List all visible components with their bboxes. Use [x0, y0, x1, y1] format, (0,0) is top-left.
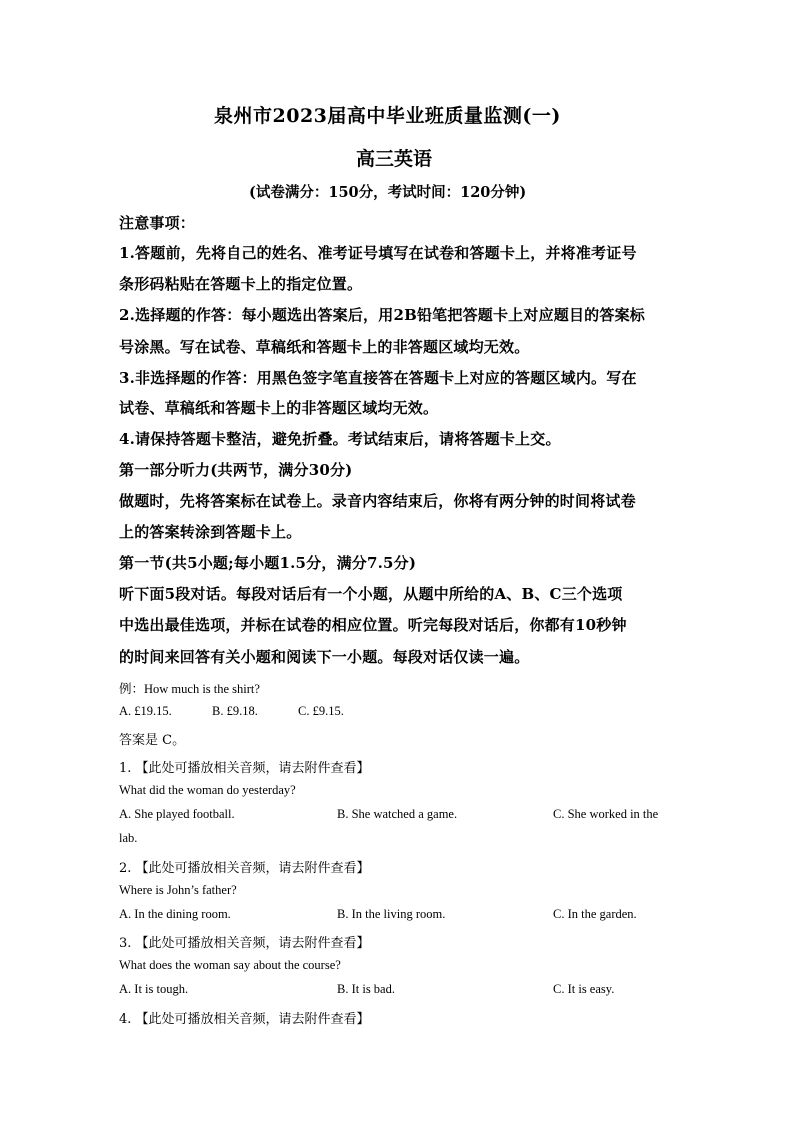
- question-3-option-b: B. It is bad.: [337, 982, 395, 996]
- section1-desc-cont-1: 中选出最佳选项，并标在试卷的相应位置。听完每段对话后，你都有10秒钟: [119, 616, 627, 634]
- example-option-b: B. £9.18.: [212, 704, 258, 718]
- exam-info: (试卷满分：150分，考试时间：120分钟): [249, 184, 527, 201]
- part1-heading: 第一部分听力(共两节，满分30分): [119, 461, 353, 479]
- question-2-option-a: A. In the dining room.: [119, 907, 231, 921]
- example-option-a: A. £19.15.: [119, 704, 172, 718]
- question-2-option-c: C. In the garden.: [553, 907, 637, 921]
- question-2-text: Where is John’s father?: [119, 883, 237, 897]
- question-4-audio[interactable]: 4. 【此处可播放相关音频，请去附件查看】: [119, 1012, 370, 1027]
- question-1-audio[interactable]: 1. 【此处可播放相关音频，请去附件查看】: [119, 761, 370, 776]
- page-subtitle: 高三英语: [356, 148, 433, 170]
- notice-item-3-cont: 试卷、草稿纸和答题卡上的非答题区域均无效。: [119, 399, 439, 417]
- page-title: 泉州市2023届高中毕业班质量监测(一): [214, 105, 561, 127]
- question-3-option-a: A. It is tough.: [119, 982, 189, 996]
- question-3-text: What does the woman say about the course?: [119, 958, 341, 972]
- question-1-text: What did the woman do yesterday?: [119, 783, 296, 797]
- notice-item-1: 1.答题前，先将自己的姓名、准考证号填写在试卷和答题卡上，并将准考证号: [119, 244, 637, 262]
- example-question: 例：How much is the shirt?: [119, 682, 260, 696]
- example-option-c: C. £9.15.: [298, 704, 344, 718]
- section1-heading: 第一节(共5小题;每小题1.5分，满分7.5分): [119, 554, 417, 572]
- question-2-option-b: B. In the living room.: [337, 907, 446, 921]
- notice-item-2: 2.选择题的作答：每小题选出答案后，用2B铅笔把答题卡上对应题目的答案标: [119, 306, 645, 324]
- notice-item-1-cont: 条形码粘贴在答题卡上的指定位置。: [119, 275, 363, 293]
- section1-desc-cont-2: 的时间来回答有关小题和阅读下一小题。每段对话仅读一遍。: [119, 648, 530, 666]
- question-3-option-c: C. It is easy.: [553, 982, 615, 996]
- question-2-audio[interactable]: 2. 【此处可播放相关音频，请去附件查看】: [119, 861, 370, 876]
- example-answer: 答案是 C。: [119, 733, 186, 748]
- part1-desc-cont: 上的答案转涂到答题卡上。: [119, 523, 302, 541]
- notice-item-4: 4.请保持答题卡整洁，避免折叠。考试结束后，请将答题卡上交。: [119, 430, 561, 448]
- notice-item-2-cont: 号涂黑。写在试卷、草稿纸和答题卡上的非答题区域均无效。: [119, 338, 530, 356]
- section1-desc: 听下面5段对话。每段对话后有一个小题，从题中所给的A、B、C三个选项: [119, 585, 623, 603]
- question-1-option-a: A. She played football.: [119, 807, 235, 821]
- question-1-option-b: B. She watched a game.: [337, 807, 458, 821]
- part1-desc: 做题时，先将答案标在试卷上。录音内容结束后，你将有两分钟的时间将试卷: [119, 492, 636, 510]
- question-3-audio[interactable]: 3. 【此处可播放相关音频，请去附件查看】: [119, 936, 370, 951]
- question-1-option-c: C. She worked in the: [553, 807, 659, 821]
- question-1-option-c-cont: lab.: [119, 831, 138, 845]
- notice-heading: 注意事项：: [119, 214, 196, 232]
- notice-item-3: 3.非选择题的作答：用黑色签字笔直接答在答题卡上对应的答题区域内。写在: [119, 369, 637, 387]
